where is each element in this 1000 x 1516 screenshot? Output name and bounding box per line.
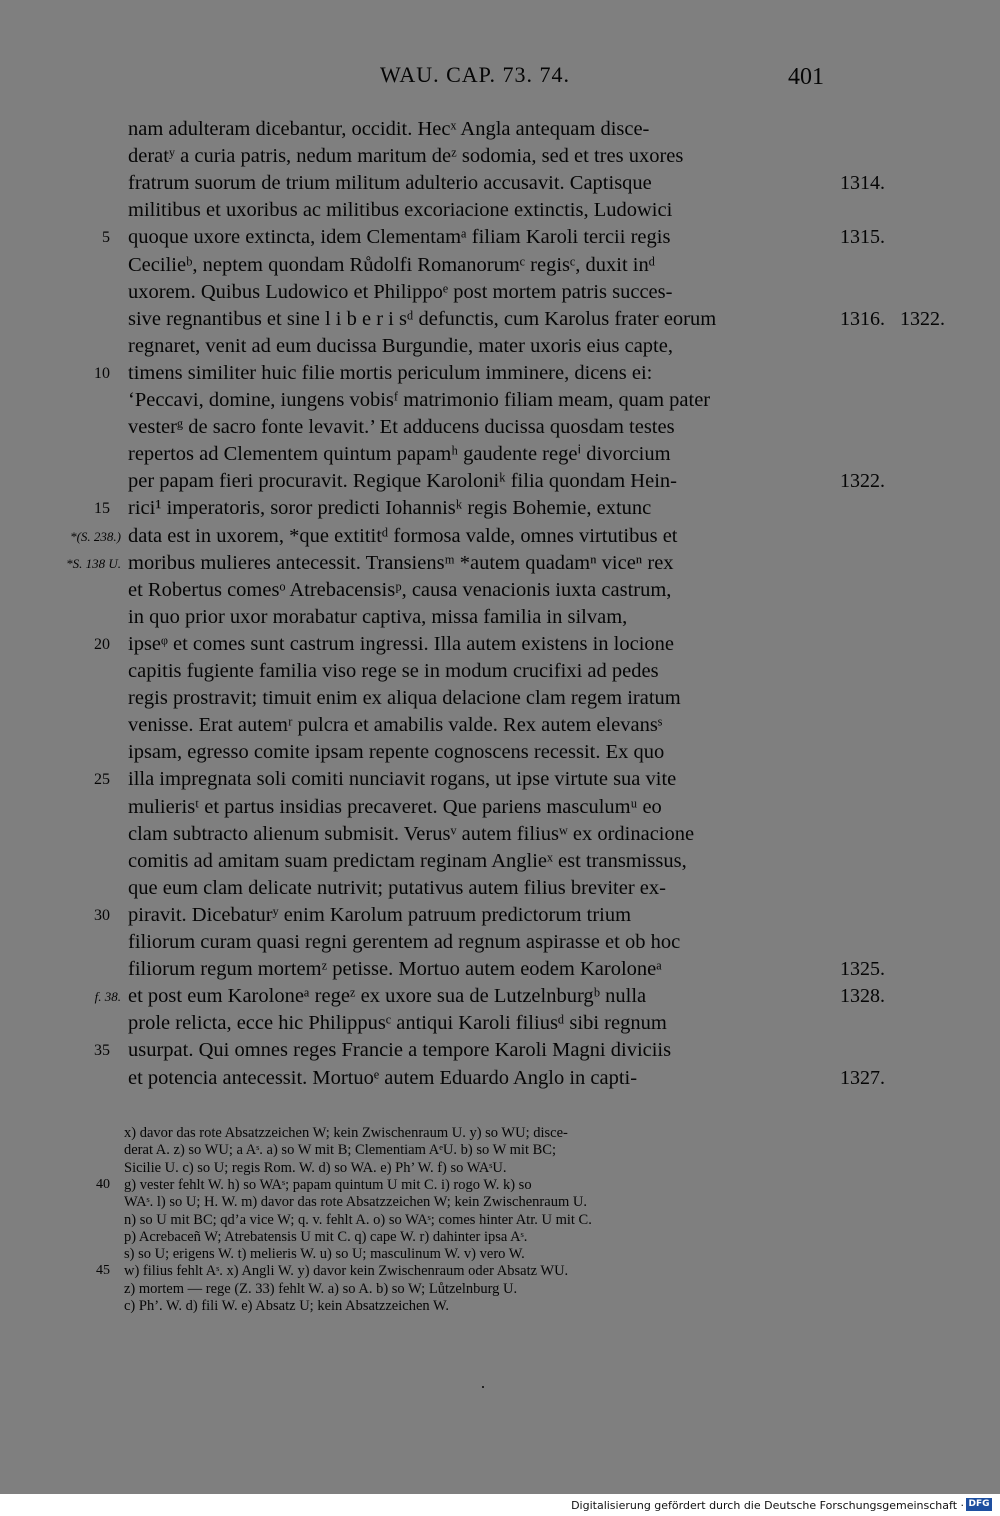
text-line: regis prostravit; timuit enim ex aliqua delacione clam regem iratum xyxy=(128,687,681,710)
margin-reference: *(S. 238.) xyxy=(70,528,121,544)
text-line: illa impregnata soli comiti nunciavit rogans, ut ipse virtute sua vite xyxy=(128,768,677,791)
text-line: piravit. Dicebaturʸ enim Karolum patruum predictorum trium xyxy=(128,903,632,926)
text-line: ipsam, egresso comite ipsam repente cognoscens recessit. Ex quo xyxy=(128,741,665,764)
text-line: in quo prior uxor morabatur captiva, missa familia in silvam, xyxy=(128,605,628,628)
footnote-line: w) filius fehlt Aˢ. x) Angli W. y) davor kein Zwischenraum oder Absatz WU. xyxy=(124,1263,569,1280)
line-number: 30 xyxy=(94,906,110,924)
text-line: regnaret, venit ad eum ducissa Burgundie, mater uxoris eius capte, xyxy=(128,334,673,357)
text-line: deratʸ a curia patris, nedum maritum deᶻ sodomia, sed et tres uxores xyxy=(128,145,684,168)
line-number: 35 xyxy=(94,1042,110,1060)
text-line: ipseᵠ et comes sunt castrum ingressi. Illa autem existens in locione xyxy=(128,632,674,655)
footnote-line: WAˢ. l) so U; H. W. m) davor das rote Absatzzeichen W; kein Zwischenraum U. xyxy=(124,1194,587,1211)
margin-year: 1314. xyxy=(840,172,885,195)
text-line: fratrum suorum de trium militum adulterio accusavit. Captisque xyxy=(128,172,652,195)
text-line: et post eum Karoloneᵃ regeᶻ ex uxore sua de Lutzelnburgᵇ nulla xyxy=(128,985,647,1008)
header-title: WAU. CAP. 73. 74. xyxy=(380,62,570,87)
text-line: filiorum regum mortemᶻ petisse. Mortuo autem eodem Karoloneᵃ xyxy=(128,958,662,981)
text-line: rici¹ imperatoris, soror predicti Iohannisᵏ regis Bohemie, extunc xyxy=(128,497,652,520)
margin-year: 1327. xyxy=(840,1066,885,1089)
footnote-line: z) mortem — rege (Z. 33) fehlt W. a) so A. b) so W; Lůtzelnburg U. xyxy=(124,1280,518,1297)
text-line: nam adulteram dicebantur, occidit. Hecˣ Angla antequam disce- xyxy=(128,118,650,140)
text-line: filiorum curam quasi regni gerentem ad regnum aspirasse et ob hoc xyxy=(128,931,681,953)
footer-credit: Digitalisierung gefördert durch die Deutsche Forschungsgemeinschaft · xyxy=(571,1499,964,1512)
scan-speck xyxy=(482,1386,484,1388)
footnote-line: p) Acrebaceñ W; Atrebatensis U mit C. q) cape W. r) dahinter ipsa Aˢ. xyxy=(124,1228,528,1245)
margin-year: 1328. xyxy=(840,985,885,1008)
line-number: 10 xyxy=(94,364,110,382)
text-line: moribus mulieres antecessit. Transiensᵐ *autem quadamⁿ viceⁿ rex xyxy=(128,551,674,574)
page-number: 401 xyxy=(788,64,824,90)
text-line: et Robertus comesᵒ Atrebacensisᵖ, causa venacionis iuxta castrum, xyxy=(128,578,672,601)
text-line: que eum clam delicate nutrivit; putativus autem filius breviter ex- xyxy=(128,876,666,899)
text-line: quoque uxore extincta, idem Clementamᵃ filiam Karoli tercii regis xyxy=(128,226,671,249)
line-number: 15 xyxy=(94,500,110,518)
line-number: 5 xyxy=(102,229,110,247)
text-line: venisse. Erat autemʳ pulcra et amabilis valde. Rex autem elevansˢ xyxy=(128,714,663,737)
text-line: timens similiter huic filie mortis periculum imminere, dicens ei: xyxy=(128,361,653,384)
margin-year: 1315. xyxy=(840,226,885,249)
footer-bar xyxy=(0,1494,1000,1516)
text-line: prole relicta, ecce hic Philippusᶜ antiqui Karoli filiusᵈ sibi regnum xyxy=(128,1012,667,1035)
footnote-line: Sicilie U. c) so U; regis Rom. W. d) so WA. e) Ph’ W. f) so WAˢU. xyxy=(124,1159,507,1176)
footnote-line: c) Ph’. W. d) fili W. e) Absatz U; kein Absatzzeichen W. xyxy=(124,1298,449,1314)
footnote-line: derat A. z) so WU; a Aˢ. a) so W mit B; Clementiam AᵉU. b) so W mit BC; xyxy=(124,1142,556,1159)
text-line: repertos ad Clementem quintum papamʰ gaudente regeⁱ divorcium xyxy=(128,443,671,466)
text-line: sive regnantibus et sine l i b e r i sᵈ defunctis, cum Karolus frater eorum xyxy=(128,307,717,330)
margin-year: 1322. xyxy=(840,470,885,493)
footnote-line: x) davor das rote Absatzzeichen W; kein Zwischenraum U. y) so WU; disce- xyxy=(124,1125,568,1141)
text-line: uxorem. Quibus Ludowico et Philippoᵉ post mortem patris succes- xyxy=(128,280,673,303)
text-line: data est in uxorem, *que extititᵈ formosa valde, omnes virtutibus et xyxy=(128,524,678,547)
line-number: 45 xyxy=(96,1263,110,1279)
text-line: militibus et uxoribus ac militibus excoriacione extinctis, Ludowici xyxy=(128,199,673,222)
margin-reference: *S. 138 U. xyxy=(66,555,121,571)
text-line: ‘Peccavi, domine, iungens vobisᶠ matrimonio filiam meam, quam pater xyxy=(128,389,711,411)
line-number: 20 xyxy=(94,635,110,653)
text-line: mulierisᵗ et partus insidias precaveret. Que pariens masculumᵘ eo xyxy=(128,795,662,818)
text-line: usurpat. Qui omnes reges Francie a tempore Karoli Magni diviciis xyxy=(128,1039,672,1062)
margin-year: 1325. xyxy=(840,958,885,981)
margin-year: 1322. xyxy=(900,307,945,330)
text-line: Cecilieᵇ, neptem quondam Růdolfi Romanorumᶜ regisᶜ, duxit inᵈ xyxy=(128,253,656,276)
text-line: comitis ad amitam suam predictam reginam Anglieˣ est transmissus, xyxy=(128,849,687,872)
line-number: 40 xyxy=(96,1176,110,1192)
margin-year: 1316. xyxy=(840,307,885,330)
text-line: vesterᵍ de sacro fonte levavit.’ Et adducens ducissa quosdam testes xyxy=(128,416,675,439)
text-line: capitis fugiente familia viso rege se in modum crucifixi ad pedes xyxy=(128,660,659,682)
running-header xyxy=(0,60,1000,92)
line-number: 25 xyxy=(94,771,110,789)
footnote-line: n) so U mit BC; qd’a vice W; q. v. fehlt A. o) so WAˢ; comes hinter Atr. U mit C. xyxy=(124,1211,592,1228)
footnote-line: g) vester fehlt W. h) so WAˢ; papam quintum U mit C. i) rogo W. k) so xyxy=(124,1176,532,1193)
text-line: clam subtracto alienum submisit. Verusᵛ autem filiusʷ ex ordinacione xyxy=(128,822,695,845)
margin-reference: f. 38. xyxy=(94,989,121,1005)
text-line: per papam fieri procuravit. Regique Karoloniᵏ filia quondam Hein- xyxy=(128,470,677,493)
footnote-line: s) so U; erigens W. t) melieris W. u) so U; masculinum W. v) vero W. xyxy=(124,1246,525,1263)
text-line: et potencia antecessit. Mortuoᵉ autem Eduardo Anglo in capti- xyxy=(128,1066,638,1089)
dfg-logo: DFG xyxy=(966,1498,992,1511)
